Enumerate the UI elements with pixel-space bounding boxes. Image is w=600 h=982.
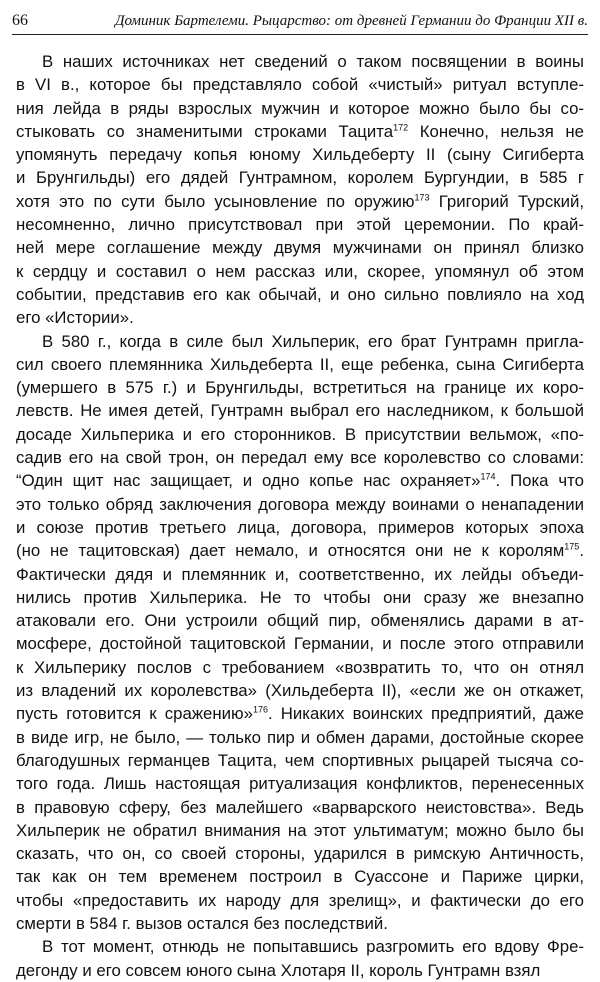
text-line	[16, 912, 584, 935]
paragraph	[16, 50, 584, 330]
line-text: сказать, что он, со своей стороны, ударился в римскую Античность,	[16, 844, 584, 864]
text-line	[16, 819, 584, 842]
text-line	[16, 166, 584, 189]
page-header	[12, 10, 588, 35]
text-line	[16, 399, 584, 422]
text-line	[16, 889, 584, 912]
text-line	[16, 260, 584, 283]
line-text: к Хильперику послов с требованием «возвратить то, что он отнял	[16, 657, 584, 677]
line-text: в VI в., которое бы представляло собой «чистый» ритуал вступле-	[16, 75, 584, 95]
text-line	[16, 120, 584, 143]
line-text-after-note: .	[579, 541, 584, 561]
line-text: ния лейда в ряды взрослых мужчин и которое можно было бы со-	[16, 98, 584, 118]
line-text: пусть готовится к сражению»	[16, 704, 253, 724]
line-text: ней мере соглашение между двумя мужчинами он принял близко	[16, 238, 584, 258]
text-line	[16, 423, 584, 446]
line-text: благодушных германцев Тацита, чем спортивных рыцарей тысяча со-	[16, 750, 584, 770]
line-text: стыковать со знаменитыми строками Тацита	[16, 121, 394, 141]
text-line	[16, 469, 584, 492]
line-text-after-note: . Никаких воинских предприятий, даже	[267, 704, 584, 724]
line-text: В тот момент, отнюдь не попытавшись разгромить его вдову Фре-	[42, 937, 584, 957]
line-text: хотя это по сути было усыновление по оружию	[16, 191, 415, 211]
text-line	[16, 865, 584, 888]
line-text: (умершего в 575 г.) и Брунгильды, встретиться на границе их коро-	[16, 378, 584, 398]
line-text: (но не тацитовская) дает немало, и относятся они не к королям	[16, 541, 565, 561]
text-line	[16, 959, 584, 982]
line-text: Хильперик не обратил внимания на этот ультиматум; можно было бы	[16, 820, 584, 840]
line-text: чтобы «предоставить их народу для зрелищ», и фактически до его	[16, 890, 584, 910]
line-text: Фактически дядя и племянник и, соответственно, их лейды объеди-	[16, 564, 584, 584]
text-line	[16, 656, 584, 679]
line-text: упомянуть передачу копья юному Хильдеберту II (сыну Сигиберта	[16, 145, 584, 165]
line-text: нились против Хильперика. Не то чтобы они сразу же внезапно	[16, 587, 584, 607]
text-line	[16, 330, 584, 353]
line-text: к сердцу и составил о нем рассказ или, скорее, упомянул об этом	[16, 261, 584, 281]
paragraph	[16, 330, 584, 936]
text-line	[16, 50, 584, 73]
line-text: В наших источниках нет сведений о таком посвящении в воины	[42, 52, 584, 71]
line-text: левств. Не имея детей, Гунтрамн выбрал его наследником, к большой	[16, 401, 584, 421]
footnote-ref[interactable]: 176	[252, 704, 268, 715]
text-line	[16, 935, 584, 958]
text-line	[16, 283, 584, 306]
text-line	[16, 586, 584, 609]
text-line	[16, 609, 584, 632]
line-text: в виде игр, не было, — только пир и обмен дарами, достойные скорее	[16, 727, 584, 747]
line-text: В 580 г., когда в силе был Хильперик, его брат Гунтрамн пригла-	[42, 331, 584, 351]
line-text: “Один щит нас защищает, и одно копье нас охраняет»	[16, 471, 481, 491]
text-line	[16, 516, 584, 539]
line-text: садив его на свой трон, он передал ему все королевство со словами:	[16, 448, 584, 468]
text-line	[16, 679, 584, 702]
text-line	[16, 97, 584, 120]
text-line	[16, 353, 584, 376]
footnote-ref[interactable]: 172	[393, 122, 409, 133]
text-line	[16, 796, 584, 819]
text-line	[16, 143, 584, 166]
line-text: несомненно, лично присутствовал при этой церемонии. По край-	[16, 215, 584, 235]
text-line	[16, 213, 584, 236]
line-text: мосфере, достойной тацитовской Германии, и после этого отправили	[16, 634, 584, 654]
text-line	[16, 190, 584, 213]
line-text: в правовую сферу, без малейшего «варварского неистовства». Ведь	[16, 797, 584, 817]
text-line	[16, 376, 584, 399]
line-text: из владений их королевства» (Хильдеберта II), «если же он откажет,	[16, 681, 584, 701]
text-line	[16, 702, 584, 725]
text-line	[16, 73, 584, 96]
footnote-ref[interactable]: 175	[564, 541, 580, 552]
line-text: досаде Хильперика и его сторонников. В присутствии вельмож, «по-	[16, 424, 584, 444]
line-text-after-note: Конечно, нельзя не	[408, 121, 584, 141]
text-line	[16, 563, 584, 586]
line-text: смерти в 584 г. вызов остался без последствий.	[16, 913, 388, 933]
page-number: 66	[12, 12, 28, 29]
text-line	[16, 539, 584, 562]
text-line	[16, 632, 584, 655]
body-text	[16, 50, 584, 982]
text-line	[16, 446, 584, 469]
line-text: сил своего племянника Хильдеберта II, еще ребенка, сына Сигиберта	[16, 354, 584, 374]
line-text: дегонду и его совсем юного сына Хлотаря II, король Гунтрамн взял	[16, 960, 541, 980]
footnote-ref[interactable]: 173	[414, 192, 430, 203]
text-line	[16, 306, 584, 329]
line-text: того года. Лишь настоящая ритуализация конфликтов, перенесенных	[16, 774, 584, 794]
line-text: так как он тем временем построил в Суассоне и Париже цирки,	[16, 867, 584, 887]
line-text-after-note: . Пока что	[495, 471, 584, 491]
line-text: атаковали его. Они устроили общий пир, обменялись дарами в ат-	[16, 611, 584, 631]
line-text: и союзе против третьего лица, договора, примеров которых эпоха	[16, 517, 584, 537]
footnote-ref[interactable]: 174	[480, 471, 496, 482]
text-line	[16, 772, 584, 795]
line-text: событии, представив его как обычай, и оно сильно повлияло на ход	[16, 284, 584, 304]
text-line	[16, 842, 584, 865]
text-line	[16, 236, 584, 259]
line-text: его «Истории».	[16, 308, 134, 328]
line-text-after-note: Григорий Турский,	[429, 191, 584, 211]
line-text: и Брунгильды) его дядей Гунтрамном, королем Бургундии, в 585 г	[16, 168, 584, 188]
running-title: Доминик Бартелеми. Рыцарство: от древней Германии до Франции XII в.	[114, 13, 588, 29]
text-line	[16, 749, 584, 772]
paragraph	[16, 935, 584, 982]
text-line	[16, 726, 584, 749]
line-text: это только обряд заключения договора между воинами о ненападении	[16, 494, 584, 514]
text-line	[16, 493, 584, 516]
